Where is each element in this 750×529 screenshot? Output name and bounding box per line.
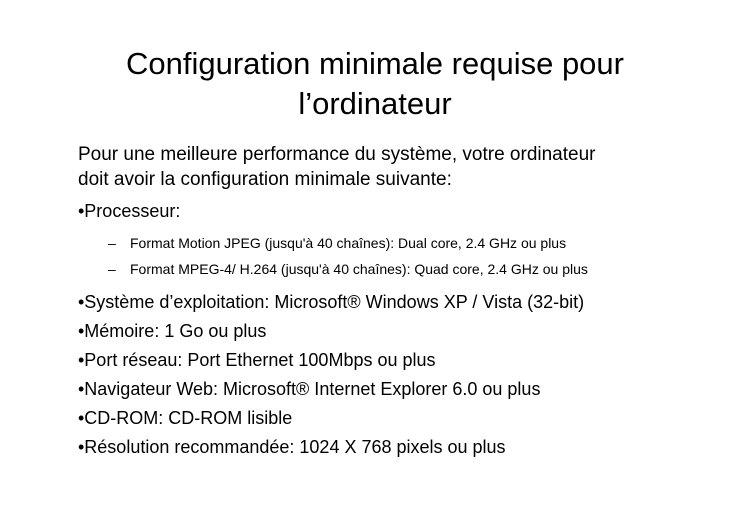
bullet-network: •Port réseau: Port Ethernet 100Mbps ou plus <box>78 350 436 370</box>
intro-line-2: doit avoir la configuration minimale suivante: <box>78 169 452 190</box>
bullet-processor: •Processeur: <box>78 201 181 221</box>
intro-line-1: Pour une meilleure performance du système, votre ordinateur <box>78 144 596 165</box>
sub-item-mjpeg <box>78 230 728 256</box>
bullet-resolution: •Résolution recommandée: 1024 X 768 pixels ou plus <box>78 437 506 457</box>
bullet-browser: •Navigateur Web: Microsoft® Internet Explorer 6.0 ou plus <box>78 379 541 399</box>
bullet-os: •Système d’exploitation: Microsoft® Windows XP / Vista (32-bit) <box>78 292 585 312</box>
title-line-2: l’ordinateur <box>298 86 452 121</box>
title-line-1: Configuration minimale requise pour <box>126 46 624 81</box>
dash-marker: – <box>108 261 116 277</box>
dash-marker: – <box>108 235 116 251</box>
processor-sub-list <box>78 230 728 282</box>
bullet-cdrom: •CD-ROM: CD-ROM lisible <box>78 408 293 428</box>
slide-body <box>78 142 728 462</box>
sub-item-mpeg4 <box>78 256 728 282</box>
bullet-memory: •Mémoire: 1 Go ou plus <box>78 321 267 341</box>
intro-paragraph <box>78 142 728 192</box>
slide-title <box>60 44 690 124</box>
sub-item-mpeg4-text: Format MPEG-4/ H.264 (jusqu'à 40 chaînes): Quad core, 2.4 GHz ou plus <box>130 261 588 277</box>
sub-item-mjpeg-text: Format Motion JPEG (jusqu'à 40 chaînes): Dual core, 2.4 GHz ou plus <box>130 235 567 251</box>
